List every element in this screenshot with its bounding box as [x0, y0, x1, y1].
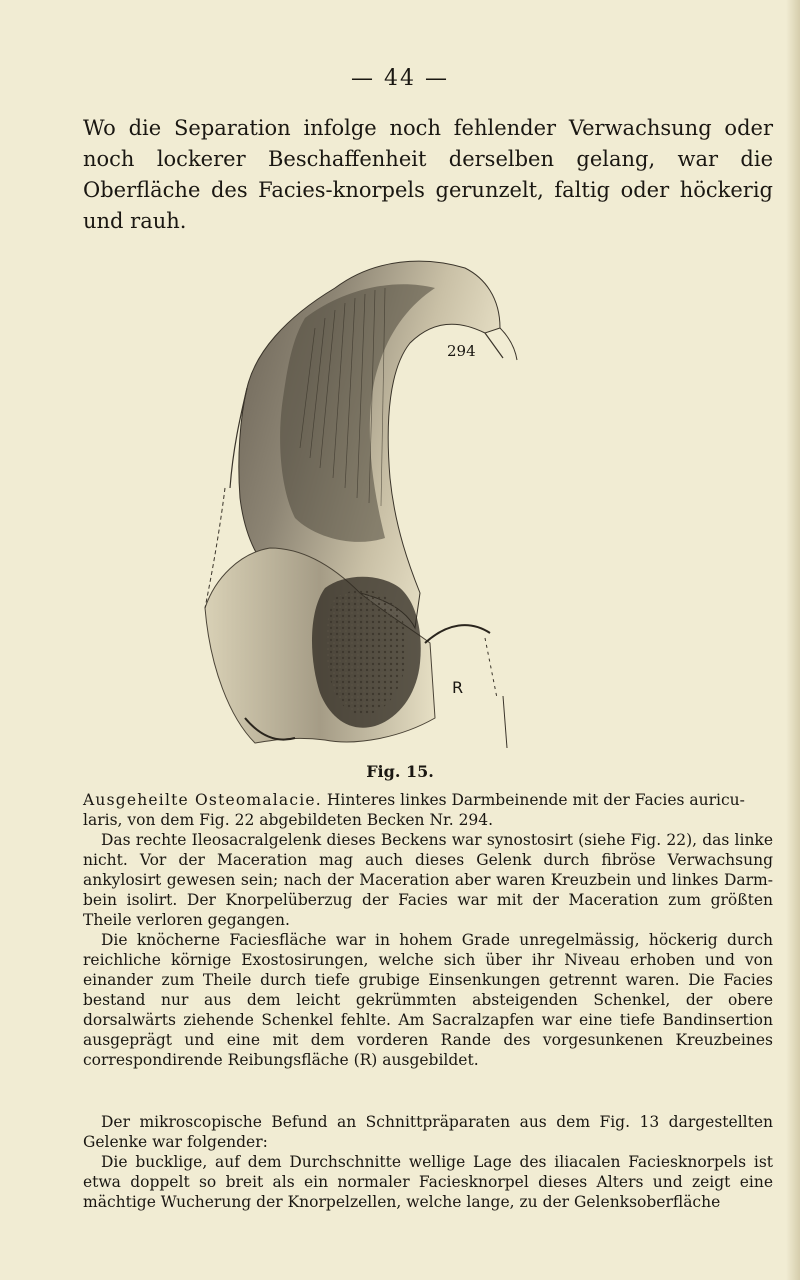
paragraph-3: Der mikroscopische Befund an Schnittpräparaten aus dem Fig. 13 dargestellten Gelenke war folgender: — [83, 1113, 773, 1151]
figure-caption — [83, 790, 773, 830]
page-edge-shadow — [786, 0, 800, 1280]
figure-title: Fig. 15. — [366, 762, 434, 781]
paragraph-4: Die bucklige, auf dem Durchschnitte wellige Lage des iliacalen Faciesknorpels ist etwa doppelt so breit als ein normaler Faciesknorpel dieses Alters und zeigt eine mächtige Wucherung der Knorpelzellen, welche lange, zu der Gelenksoberfläche — [83, 1153, 773, 1211]
caption-rest: Hinteres linkes Darmbeinende mit der Facies auricu-laris, von dem Fig. 22 abgebildeten Becken Nr. 294. — [83, 791, 745, 829]
main-body-text — [83, 830, 773, 1070]
paragraph-2: Die knöcherne Faciesfläche war in hohem Grade unregelmässig, höckerig durch reichliche körnige Exostosirungen, welche sich über ihr Niveau erhoben und von einander zum Theile durch tiefe grubige Einsenkungen getrennt waren. Die Facies bestand nur aus dem leicht gekrümmten absteigenden Schenkel, der obere dorsalwärts ziehende Schenkel fehlte. Am Sacralzapfen war eine tiefe Bandinsertion ausgeprägt und eine mit dem vorderen Rande des vorgesunkenen Kreuzbeines correspondirende Reibungsfläche (R) ausgebildet. — [83, 931, 773, 1069]
figure-15-illustration — [185, 248, 545, 753]
microscopic-section — [83, 1112, 773, 1212]
paragraph-1: Das rechte Ileosacralgelenk dieses Beckens war synostosirt (siehe Fig. 22), das linke nicht. Vor der Maceration mag auch dieses Gelenk durch fibröse Verwachsung ankylosirt gewesen sein; nach der Maceration aber waren Kreuzbein und linkes Darm-bein isolirt. Der Knorpelüberzug der Facies war mit der Maceration zum größten Theile verloren gegangen. — [83, 831, 773, 929]
plate-number-label: 294 — [447, 342, 476, 360]
caption-lead: Ausgeheilte Osteomalacie. — [83, 791, 322, 809]
label-r: R — [452, 678, 464, 697]
intro-text: Wo die Separation infolge noch fehlender Verwachsung oder noch lockerer Beschaffenheit derselben gelang, war die Oberfläche des Facies-knorpels gerunzelt, faltig oder höckerig und rauh. — [83, 116, 773, 233]
intro-paragraph — [83, 113, 773, 237]
bone-drawing — [185, 248, 545, 753]
page-number: — 44 — — [351, 66, 449, 91]
